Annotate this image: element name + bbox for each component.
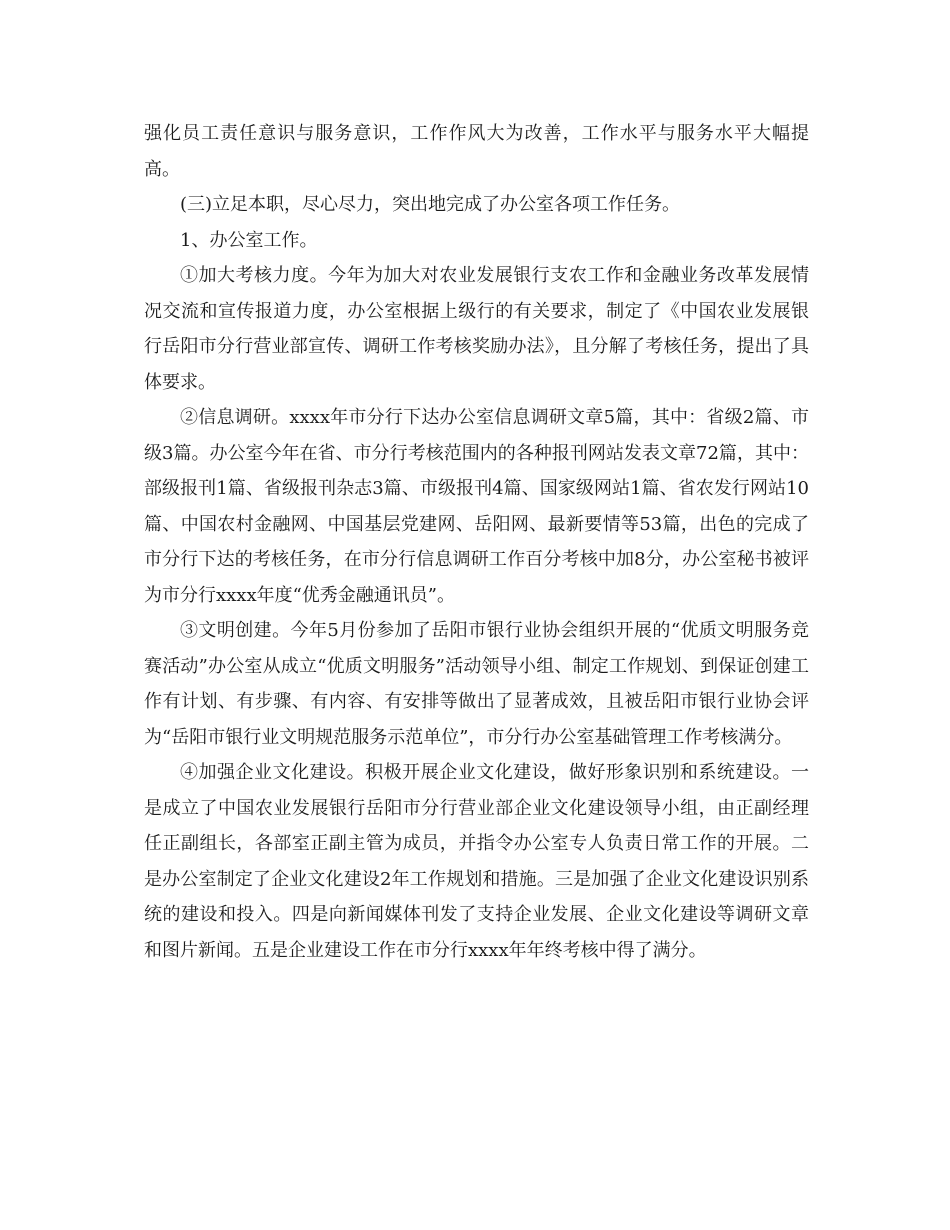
paragraph-information-research: ②信息调研。xxxx年市分行下达办公室信息调研文章5篇，其中：省级2篇、市级3篇。办公室今年在省、市分行考核范围内的各种报刊网站发表文章72篇，其中：部级报刊1篇、省级报刊杂志3篇、市级报刊4篇、国家级网站1篇、省农发行网站10篇、中国农村金融网、中国基层党建网、岳阳网、最新要情等53篇，出色的完成了市分行下达的考核任务，在市分行信息调研工作百分考核中加8分，办公室秘书被评为市分行xxxx年度“优秀金融通讯员”。: [144, 407, 809, 606]
paragraph-section-heading: (三)立足本职，尽心尽力，突出地完成了办公室各项工作任务。: [180, 194, 681, 215]
paragraph-continuation: 强化员工责任意识与服务意识，工作作风大为改善，工作水平与服务水平大幅提高。: [144, 123, 809, 180]
document-body: [144, 116, 809, 968]
paragraph-assessment: ①加大考核力度。今年为加大对农业发展银行支农工作和金融业务改革发展情况交流和宣传报道力度，办公室根据上级行的有关要求，制定了《中国农业发展银行岳阳市分行营业部宣传、调研工作考核奖励办法》，且分解了考核任务，提出了具体要求。: [144, 265, 809, 393]
paragraph-civilization-building: ③文明创建。今年5月份参加了岳阳市银行业协会组织开展的“优质文明服务竞赛活动”办公室从成立“优质文明服务”活动领导小组、制定工作规划、到保证创建工作有计划、有步骤、有内容、有安排等做出了显著成效，且被岳阳市银行业协会评为“岳阳市银行业文明规范服务示范单位”，市分行办公室基础管理工作考核满分。: [144, 620, 809, 748]
paragraph-corporate-culture: ④加强企业文化建设。积极开展企业文化建设，做好形象识别和系统建设。一是成立了中国农业发展银行岳阳市分行营业部企业文化建设领导小组，由正副经理任正副组长，各部室正副主管为成员，并指令办公室专人负责日常工作的开展。二是办公室制定了企业文化建设2年工作规划和措施。三是加强了企业文化建设识别系统的建设和投入。四是向新闻媒体刊发了支持企业发展、企业文化建设等调研文章和图片新闻。五是企业建设工作在市分行xxxx年年终考核中得了满分。: [144, 762, 809, 961]
paragraph-subheading-office-work: 1、办公室工作。: [180, 229, 318, 251]
